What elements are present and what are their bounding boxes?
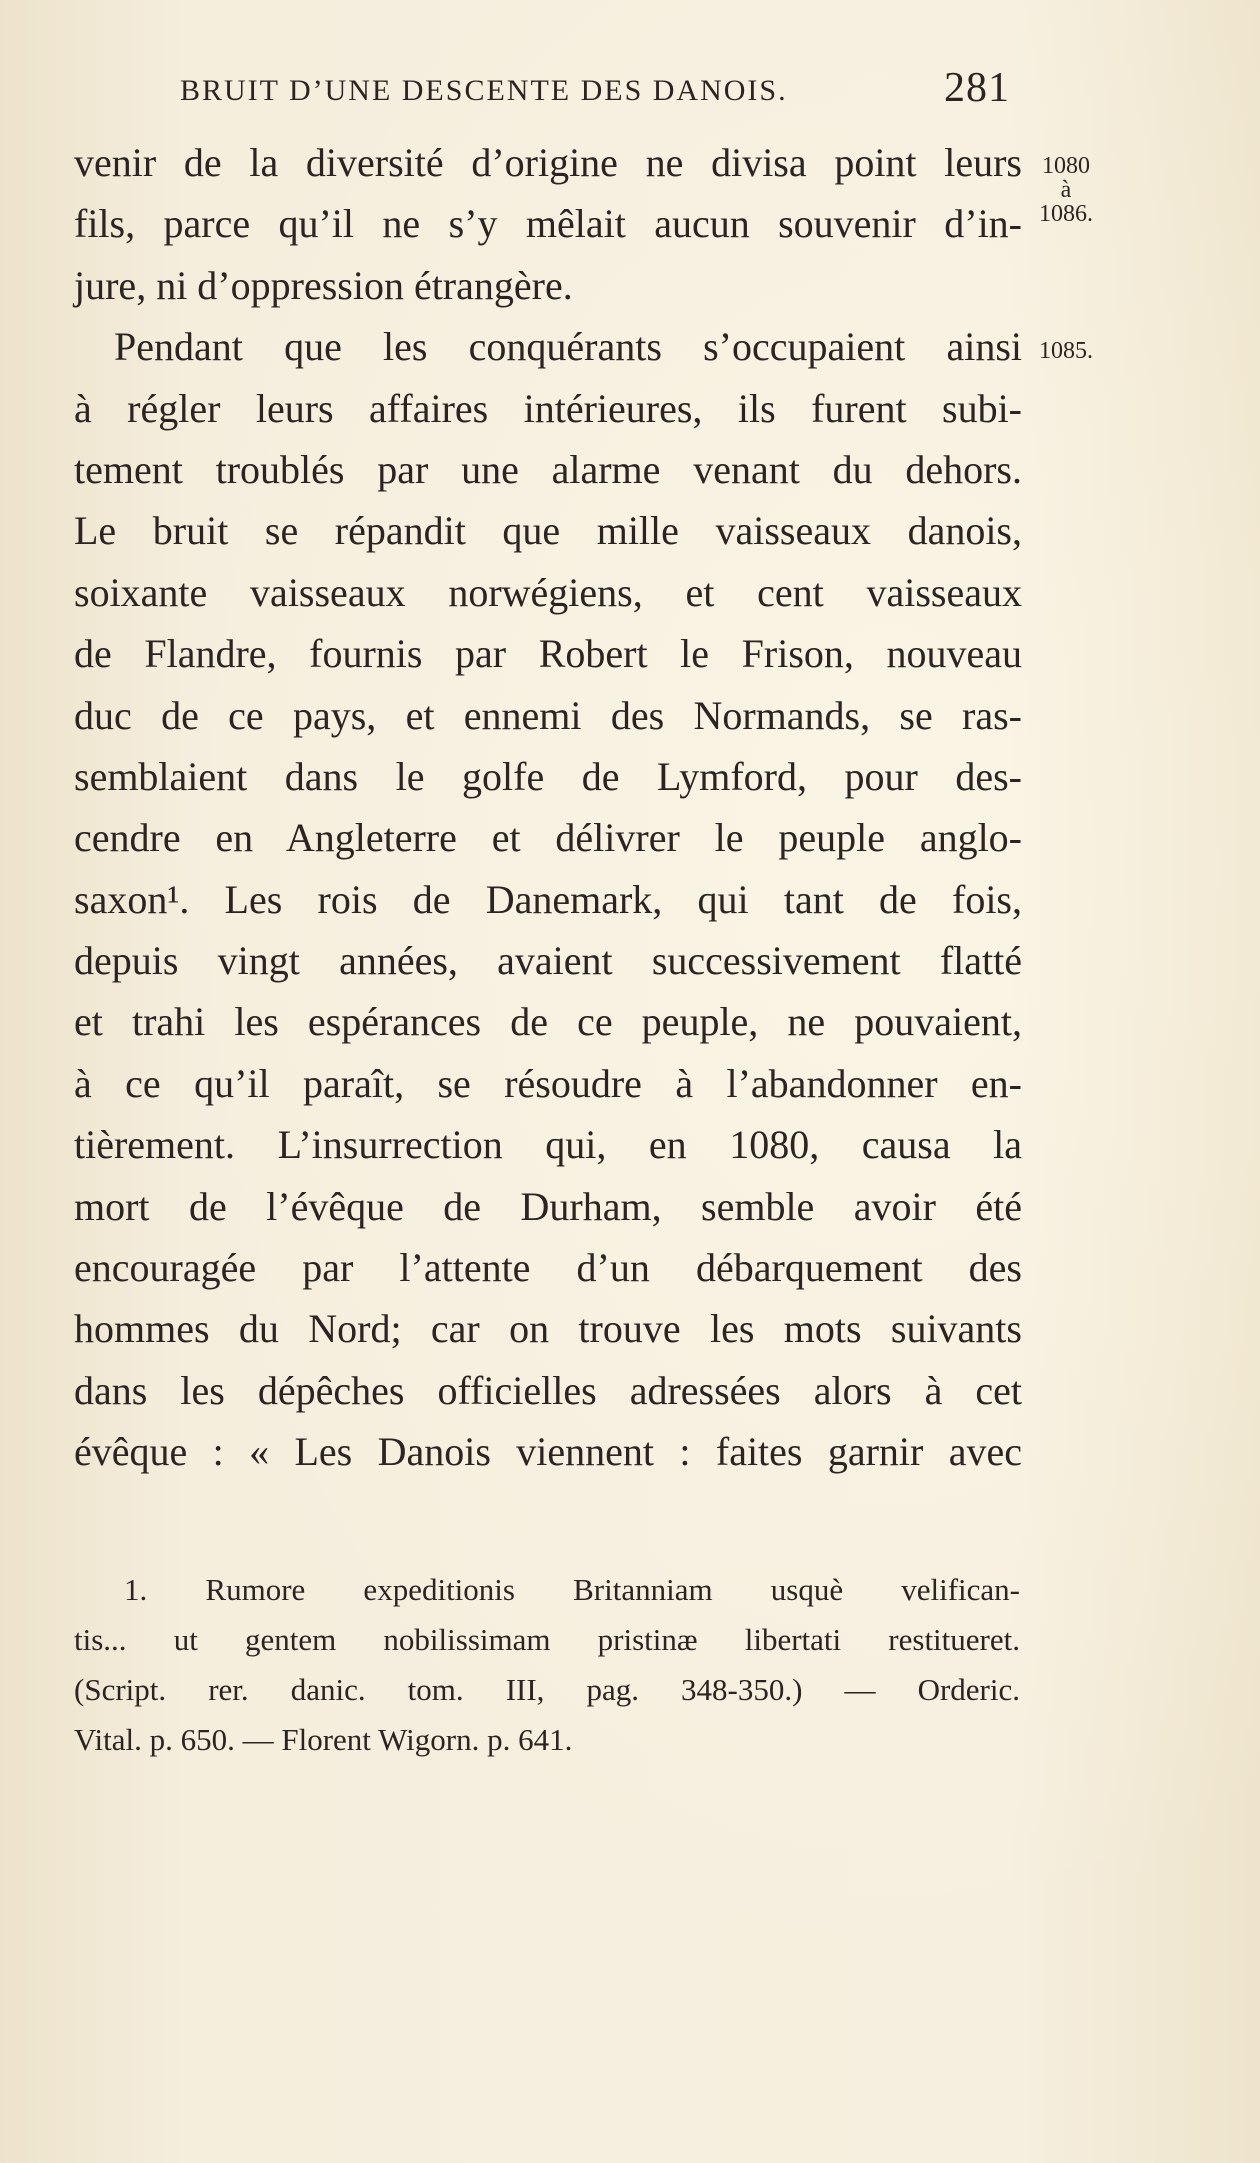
text-line: et trahi les espérances de ce peuple, ne pouvaient, [74, 999, 1022, 1045]
margin-date [1036, 339, 1096, 363]
margin-date-year: 1085. [1039, 338, 1093, 364]
text-line: Pendant que les conquérants s’occupaient ainsi [114, 324, 1022, 370]
text-line: mort de l’évêque de Durham, semble avoir été [74, 1183, 1022, 1229]
text-line: semblaient dans le golfe de Lymford, pour des- [74, 753, 1022, 799]
margin-date-range [1036, 154, 1096, 226]
text-line: saxon¹. Les rois de Danemark, qui tant de fois, [74, 876, 1022, 922]
text-line: duc de ce pays, et ennemi des Normands, se ras- [74, 692, 1022, 738]
footnote-line: 1. Rumore expeditionis Britanniam usquè velifican- [124, 1572, 1020, 1607]
footnote [74, 1565, 1020, 1765]
body-text [74, 132, 1022, 1483]
text-line: cendre en Angleterre et délivrer le peuple anglo- [74, 815, 1022, 861]
text-line: soixante vaisseaux norwégiens, et cent vaisseaux [74, 569, 1022, 615]
text-line: à régler leurs affaires intérieures, ils furent subi- [74, 385, 1022, 431]
margin-date-connector: à [1060, 177, 1072, 203]
page-number: 281 [944, 65, 1010, 111]
text-line: hommes du Nord; car on trouve les mots suivants [74, 1306, 1022, 1352]
text-line: Le bruit se répandit que mille vaisseaux danois, [74, 508, 1022, 554]
footnote-line: (Script. rer. danic. tom. III, pag. 348-350.) — Orderic. [74, 1672, 1020, 1707]
text-line: à ce qu’il paraît, se résoudre à l’abandonner en- [74, 1060, 1022, 1106]
text-line: venir de la diversité d’origine ne divisa point leurs [74, 140, 1022, 185]
margin-date-end: 1086. [1039, 201, 1093, 227]
running-title: BRUIT D’UNE DESCENTE DES DANOIS. [180, 74, 788, 107]
text-line: dans les dépêches officielles adressées alors à cet [74, 1367, 1022, 1413]
footnote-line: Vital. p. 650. — Florent Wigorn. p. 641. [74, 1722, 573, 1757]
text-line: de Flandre, fournis par Robert le Frison, nouveau [74, 631, 1022, 677]
text-line: encouragée par l’attente d’un débarquement des [74, 1245, 1022, 1291]
text-line: fils, parce qu’il ne s’y mêlait aucun souvenir d’in- [74, 201, 1022, 247]
margin-date-start: 1080 [1042, 153, 1090, 179]
running-head [70, 64, 1010, 116]
footnote-line: tis... ut gentem nobilissimam pristinæ libertati restitueret. [74, 1622, 1020, 1657]
text-line: depuis vingt années, avaient successivement flatté [74, 938, 1022, 984]
text-line: jure, ni d’oppression étrangère. [74, 262, 573, 308]
text-line: tement troublés par une alarme venant du dehors. [74, 446, 1022, 492]
text-line: tièrement. L’insurrection qui, en 1080, causa la [74, 1122, 1022, 1168]
text-line: évêque : « Les Danois viennent : faites garnir avec [74, 1429, 1022, 1475]
